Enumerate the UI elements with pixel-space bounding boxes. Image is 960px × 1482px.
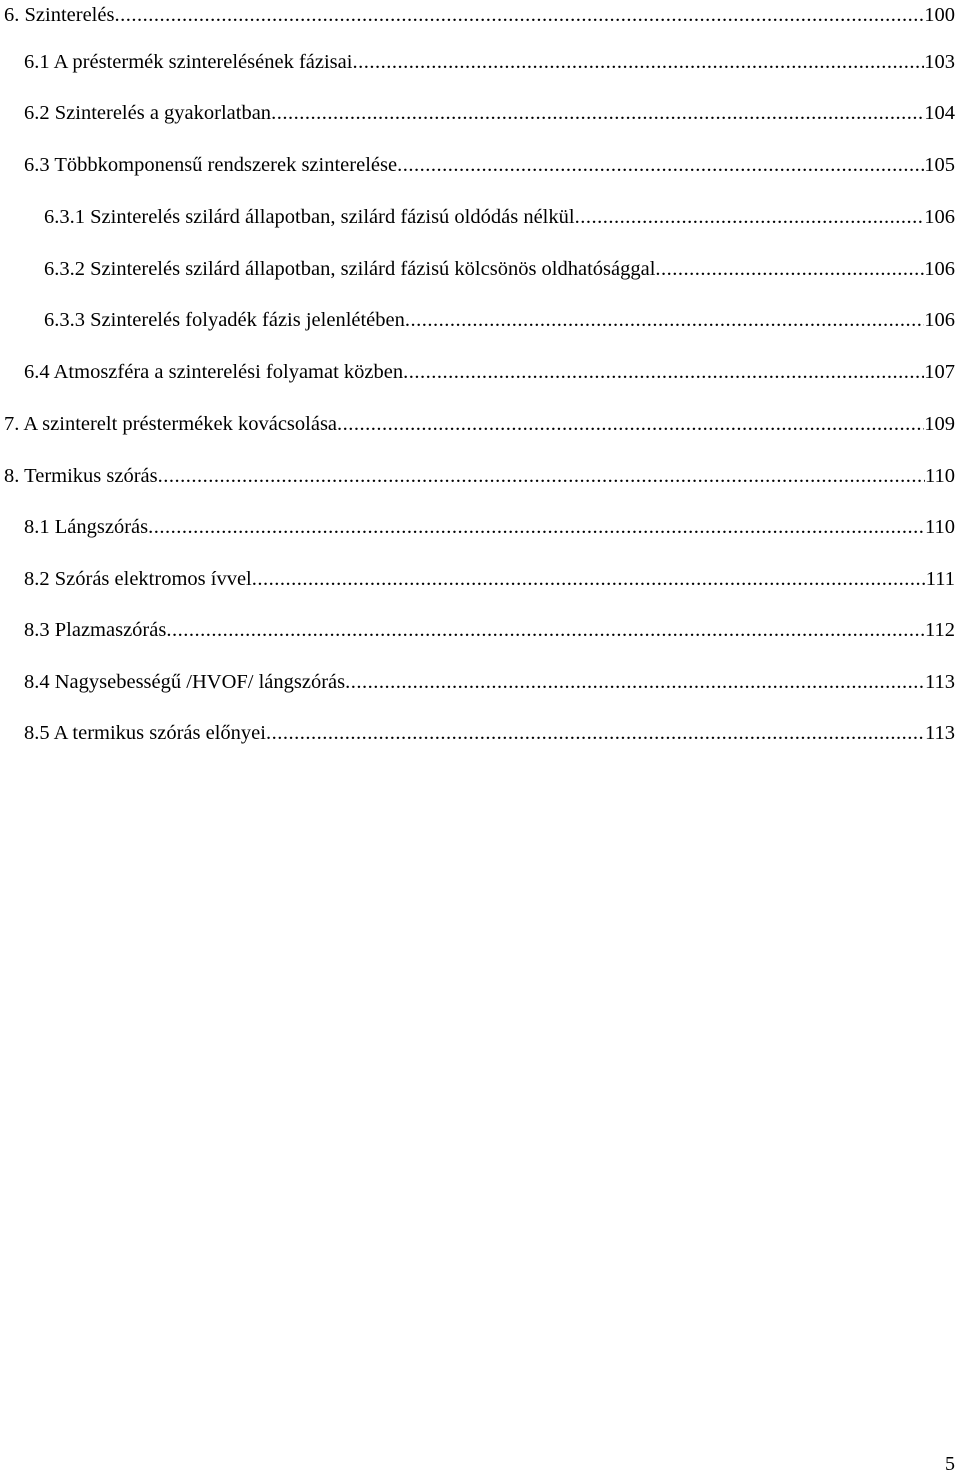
toc-entry-page: 113 — [925, 671, 955, 693]
toc-dot-leader — [352, 47, 924, 77]
toc-entry-title: 6. Szinterelés — [4, 4, 115, 26]
toc-dot-leader — [345, 667, 925, 697]
toc-entry-title: 6.1 A préstermék szinterelésének fázisai — [24, 51, 353, 73]
toc-dot-leader — [655, 254, 924, 284]
toc-dot-leader — [252, 564, 926, 594]
toc-entry-page: 103 — [924, 51, 955, 73]
toc-entry[interactable] — [24, 564, 955, 594]
toc-entry-page: 106 — [924, 309, 955, 331]
toc-entry-page: 106 — [924, 206, 955, 228]
toc-dot-leader — [403, 357, 924, 387]
toc-entry[interactable] — [24, 150, 955, 180]
toc-entry[interactable] — [24, 98, 955, 128]
toc-entry-page: 113 — [925, 722, 955, 744]
toc-dot-leader — [575, 202, 925, 232]
toc-entry[interactable] — [24, 718, 955, 748]
toc-entry-page: 106 — [924, 258, 955, 280]
toc-entry-page: 110 — [925, 516, 955, 538]
toc-entry[interactable] — [44, 202, 955, 232]
toc-entry[interactable] — [4, 461, 955, 491]
toc-dot-leader — [114, 0, 924, 30]
toc-entry-page: 105 — [924, 154, 955, 176]
toc-entry-page: 100 — [924, 4, 955, 26]
toc-entry-page: 111 — [925, 568, 955, 590]
toc-entry-page: 104 — [924, 102, 955, 124]
toc-entry-title: 6.2 Szinterelés a gyakorlatban — [24, 102, 272, 124]
toc-entry-page: 109 — [924, 413, 955, 435]
toc-entry-page: 110 — [925, 465, 955, 487]
toc-entry-title: 6.3.3 Szinterelés folyadék fázis jelenlétében — [44, 309, 405, 331]
toc-entry[interactable] — [4, 0, 955, 30]
toc-entry[interactable] — [44, 254, 955, 284]
toc-entry-page: 107 — [924, 361, 955, 383]
toc-dot-leader — [397, 150, 924, 180]
toc-entry[interactable] — [24, 47, 955, 77]
toc-entry[interactable] — [24, 512, 955, 542]
toc-entry-title: 7. A szinterelt préstermékek kovácsolása — [4, 413, 338, 435]
toc-entry-title: 8.2 Szórás elektromos ívvel — [24, 568, 252, 590]
toc-dot-leader — [405, 305, 924, 335]
toc-dot-leader — [166, 615, 925, 645]
toc-entry-title: 8.4 Nagysebességű /HVOF/ lángszórás — [24, 671, 346, 693]
toc-entry[interactable] — [4, 409, 955, 439]
toc-entry[interactable] — [24, 667, 955, 697]
toc-entry-title: 8. Termikus szórás — [4, 465, 158, 487]
toc-dot-leader — [271, 98, 924, 128]
toc-dot-leader — [337, 409, 924, 439]
toc-entry[interactable] — [24, 615, 955, 645]
toc-entry-title: 6.3.1 Szinterelés szilárd állapotban, szilárd fázisú oldódás nélkül — [44, 206, 575, 228]
page-number: 5 — [945, 1453, 955, 1475]
toc-entry[interactable] — [24, 357, 955, 387]
toc-entry-page: 112 — [925, 619, 955, 641]
toc-dot-leader — [148, 512, 925, 542]
toc-dot-leader — [266, 718, 925, 748]
toc-entry-title: 6.4 Atmoszféra a szinterelési folyamat közben — [24, 361, 404, 383]
toc-entry[interactable] — [44, 305, 955, 335]
toc-entry-title: 8.5 A termikus szórás előnyei — [24, 722, 266, 744]
toc-entry-title: 6.3 Többkomponensű rendszerek szinterelése — [24, 154, 398, 176]
toc-entry-title: 8.1 Lángszórás — [24, 516, 149, 538]
toc-entry-title: 8.3 Plazmaszórás — [24, 619, 167, 641]
toc-dot-leader — [158, 461, 925, 491]
toc-entry-title: 6.3.2 Szinterelés szilárd állapotban, szilárd fázisú kölcsönös oldhatósággal — [44, 258, 656, 280]
